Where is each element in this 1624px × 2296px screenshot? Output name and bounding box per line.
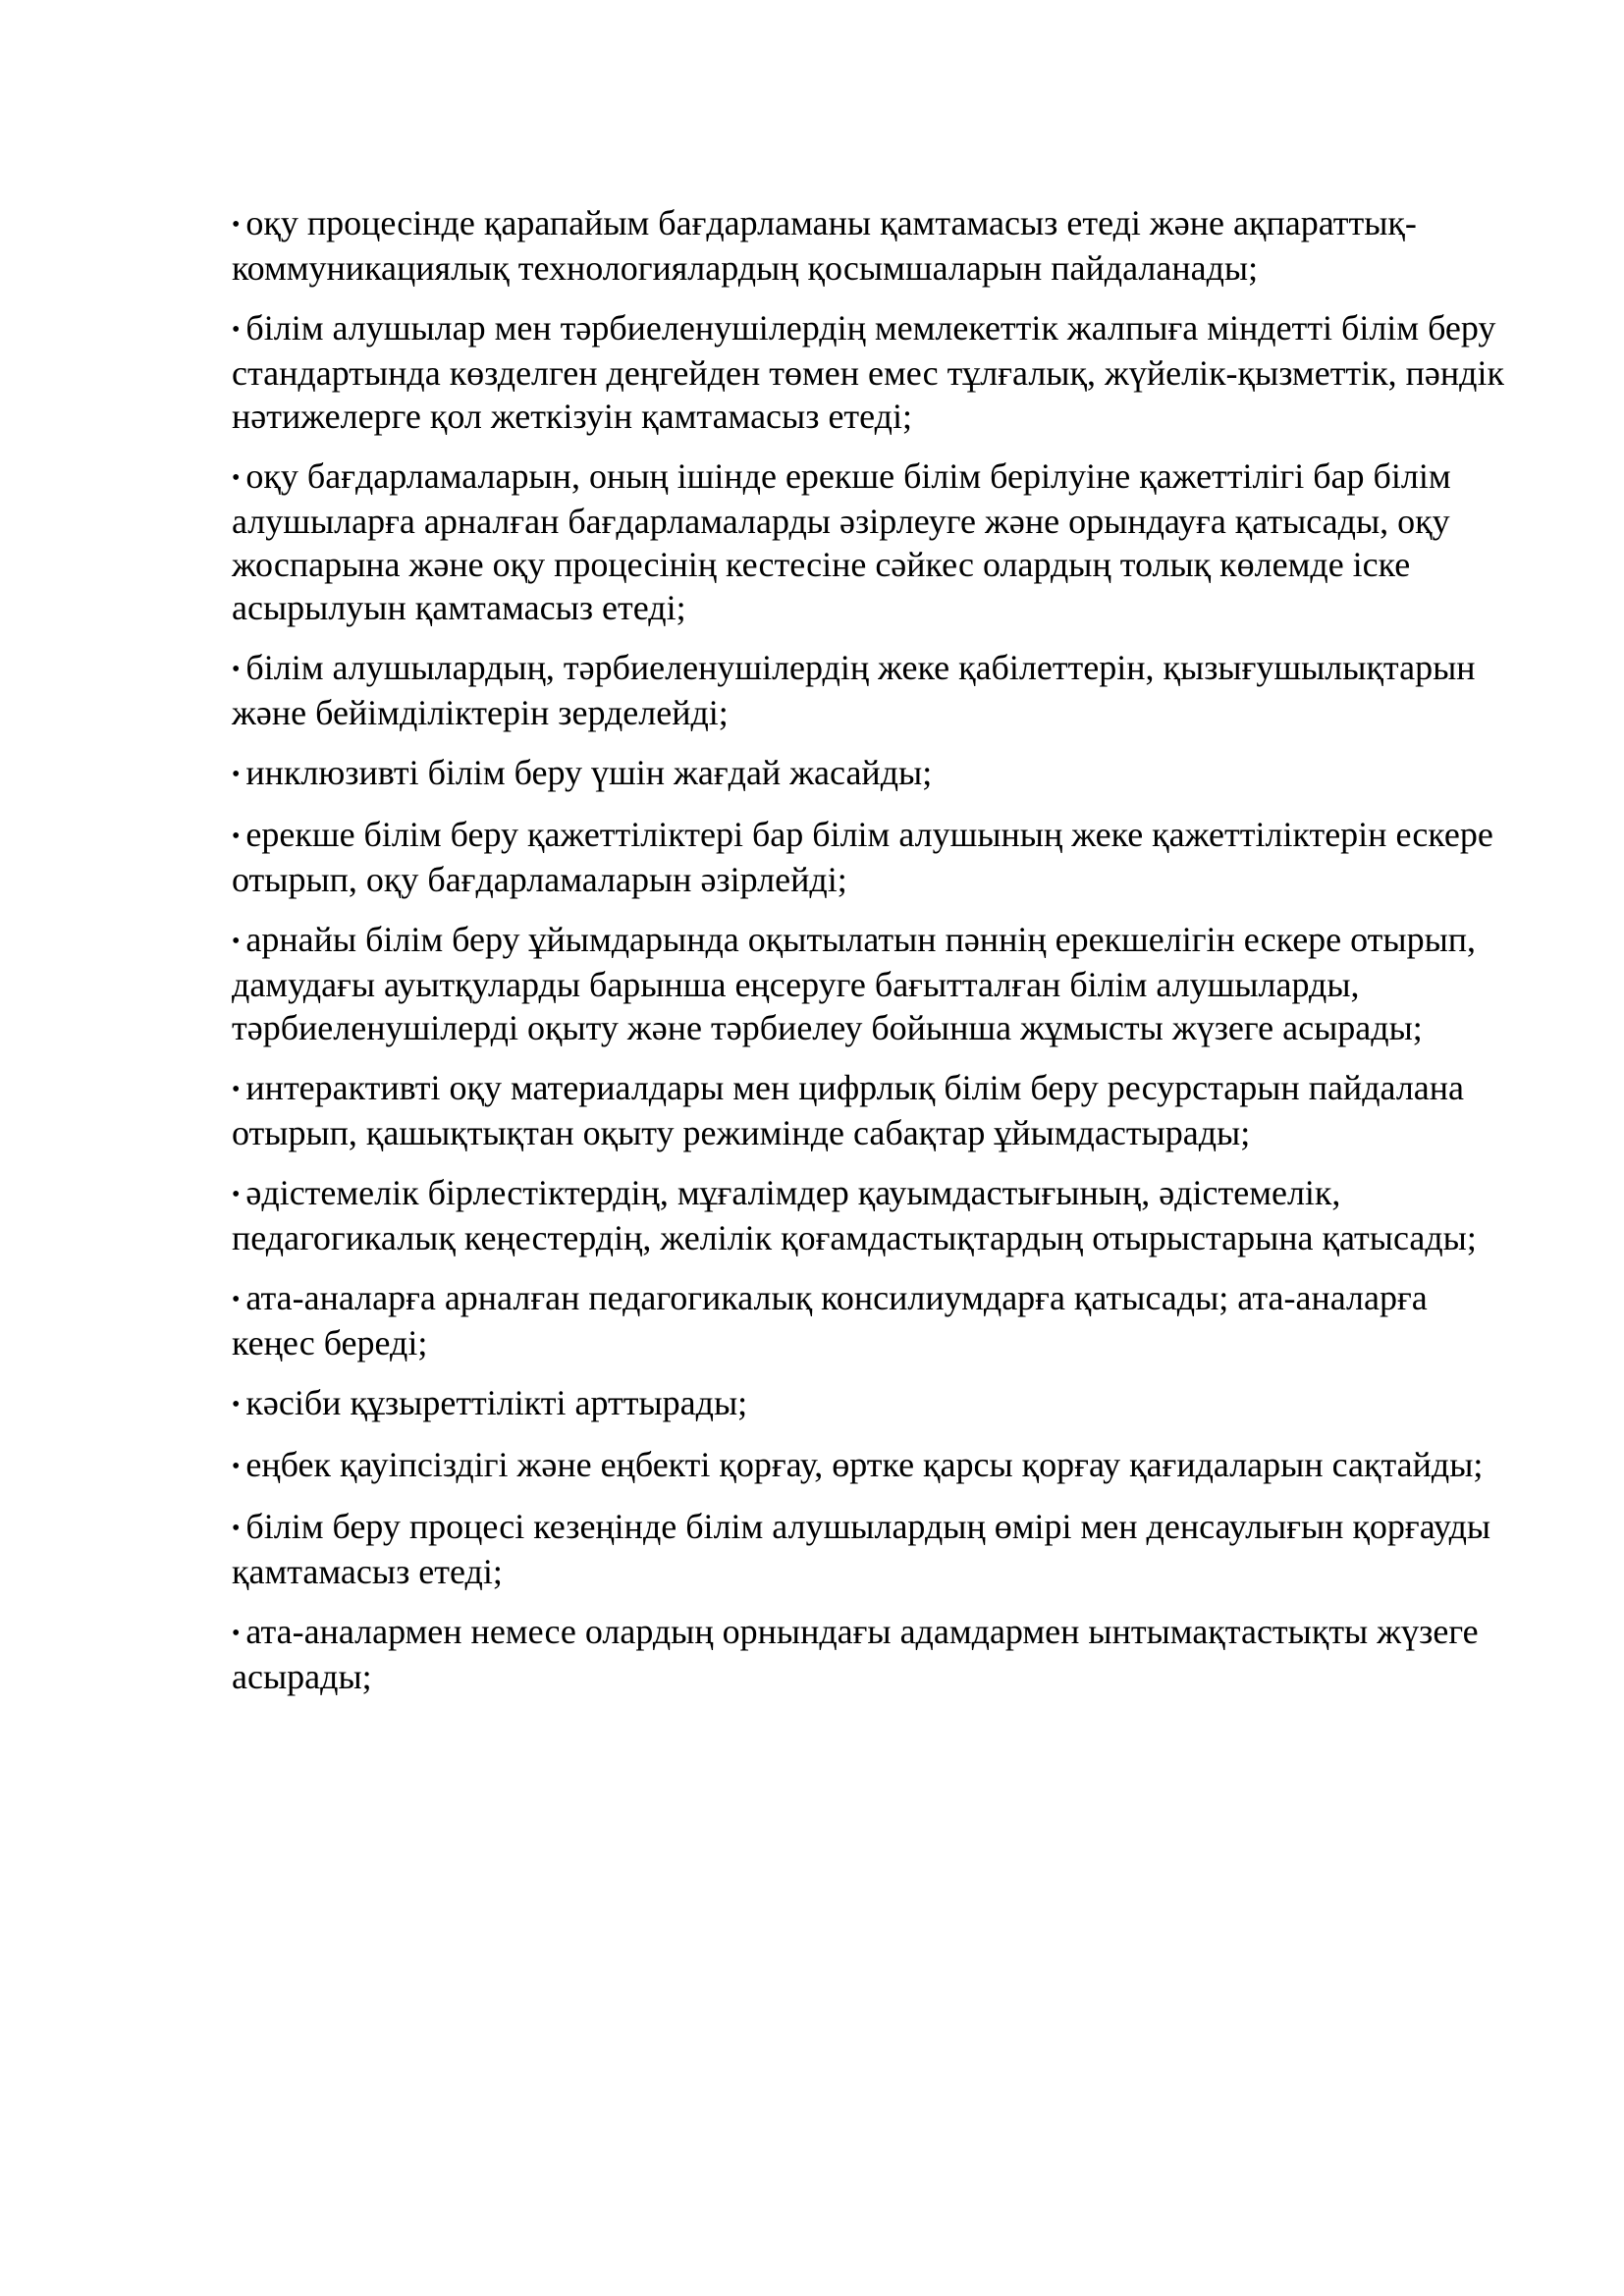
list-item-text: ата-аналармен немесе олардың орнындағы адамдармен ынтымақтастықты жүзеге асырады; bbox=[232, 1612, 1479, 1696]
list-item-text: ерекше білім беру қажеттіліктері бар білім алушының жеке қажеттіліктерін ескере отырып, оқу бағдарламаларын әзірлейді; bbox=[232, 815, 1493, 899]
bullet-icon: • bbox=[232, 1454, 241, 1479]
list-item-text: интерактивті оқу материалдары мен цифрлық білім беру ресурстарын пайдалана отырып, қашықтықтан оқыту режимінде сабақтар ұйымдастырады; bbox=[232, 1068, 1464, 1152]
list-item-text: инклюзивті білім беру үшін жағдай жасайды; bbox=[245, 753, 933, 792]
list-item-text: оқу процесінде қарапайым бағдарламаны қамтамасыз етеді және ақпараттық-коммуникациялық технологиялардың қосымшаларын пайдаланады; bbox=[232, 203, 1417, 288]
bullet-icon: • bbox=[232, 1392, 241, 1417]
list-item bbox=[232, 306, 1508, 438]
bullet-icon: • bbox=[232, 465, 241, 491]
list-item bbox=[232, 813, 1508, 901]
bullet-icon: • bbox=[232, 1077, 241, 1102]
list-item-text: оқу бағдарламаларын, оның ішінде ерекше білім берілуіне қажеттілігі бар білім алушыларға арналған бағдарламаларды әзірлеуге және орындауға қатысады, оқу жоспарына және оқу процесінің кестесіне сәйкес олардың толық көлемде іске асырылуын қамтамасыз етеді; bbox=[232, 456, 1451, 627]
bullet-icon: • bbox=[232, 929, 241, 954]
list-item bbox=[232, 1505, 1508, 1593]
bullet-icon: • bbox=[232, 1516, 241, 1541]
list-item-text: білім алушылар мен тәрбиеленушілердің мемлекеттік жалпыға міндетті білім беру стандартында көзделген деңгейден төмен емес тұлғалық, жүйелік-қызметтік, пәндік нәтижелерге қол жеткізуін қамтамасыз етеді; bbox=[232, 308, 1504, 436]
list-item-text: еңбек қауіпсіздігі және еңбекті қорғау, өртке қарсы қорғау қағидаларын сақтайды; bbox=[245, 1445, 1484, 1484]
list-item bbox=[232, 1171, 1508, 1259]
list-item-text: кәсіби құзыреттілікті арттырады; bbox=[245, 1383, 748, 1422]
duties-list bbox=[232, 201, 1508, 1698]
bullet-icon: • bbox=[232, 212, 241, 238]
list-item bbox=[232, 646, 1508, 734]
bullet-icon: • bbox=[232, 657, 241, 682]
list-item-text: арнайы білім беру ұйымдарында оқытылатын пәннің ерекшелігін ескере отырып, дамудағы ауытқуларды барынша еңсеруге бағытталған білім алушыларды, тәрбиеленушілерді оқыту және тәрбиелеу бойынша жұмысты жүзеге асырады; bbox=[232, 920, 1477, 1047]
list-item-text: білім алушылардың, тәрбиеленушілердің жеке қабілеттерін, қызығушылықтарын және бейімділіктерін зерделейді; bbox=[232, 648, 1476, 732]
bullet-icon: • bbox=[232, 824, 241, 849]
list-item bbox=[232, 1443, 1508, 1488]
list-item bbox=[232, 1381, 1508, 1426]
list-item bbox=[232, 751, 1508, 796]
list-item bbox=[232, 1066, 1508, 1154]
bullet-icon: • bbox=[232, 1182, 241, 1207]
list-item bbox=[232, 201, 1508, 290]
bullet-icon: • bbox=[232, 762, 241, 787]
list-item bbox=[232, 918, 1508, 1049]
list-item bbox=[232, 1610, 1508, 1698]
bullet-icon: • bbox=[232, 317, 241, 343]
list-item bbox=[232, 1276, 1508, 1364]
list-item bbox=[232, 454, 1508, 629]
list-item-text: білім беру процесі кезеңінде білім алушылардың өмірі мен денсаулығын қорғауды қамтамасыз етеді; bbox=[232, 1507, 1491, 1591]
document-body bbox=[232, 201, 1508, 1715]
list-item-text: ата-аналарға арналған педагогикалық консилиумдарға қатысады; ата-аналарға кеңес береді; bbox=[232, 1278, 1428, 1362]
list-item-text: әдістемелік бірлестіктердің, мұғалімдер қауымдастығының, әдістемелік, педагогикалық кеңестердің, желілік қоғамдастықтардың отырыстарына қатысады; bbox=[232, 1173, 1477, 1257]
bullet-icon: • bbox=[232, 1621, 241, 1646]
bullet-icon: • bbox=[232, 1287, 241, 1312]
